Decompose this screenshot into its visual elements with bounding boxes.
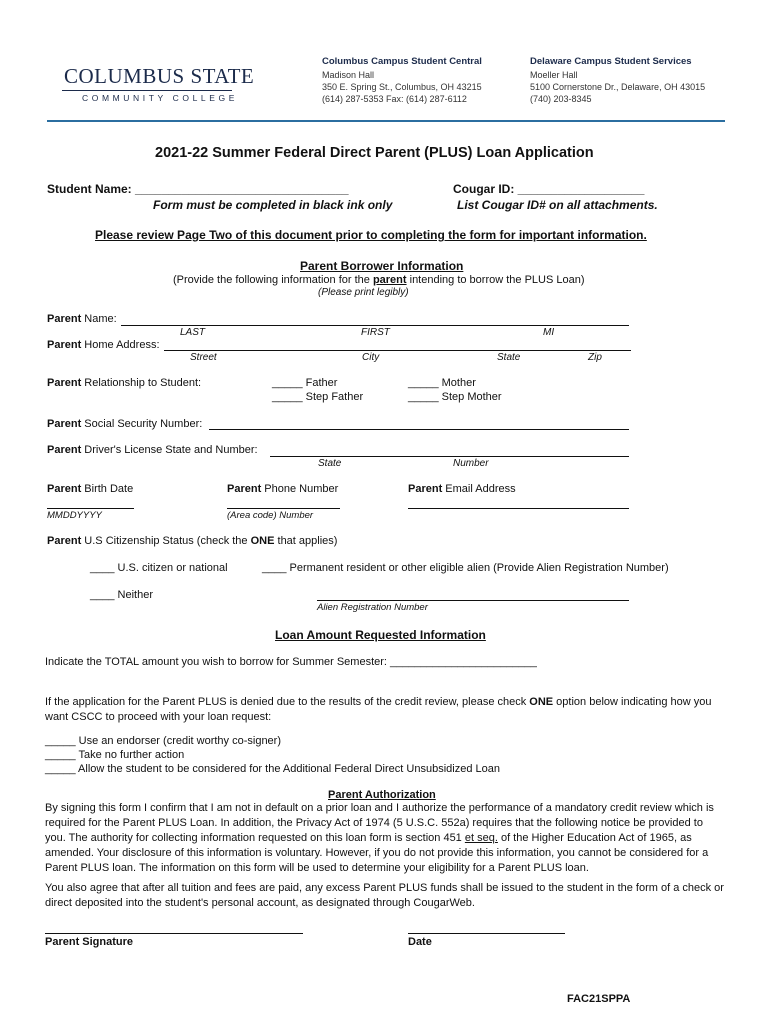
parent-section-heading: Parent Borrower Information (300, 259, 464, 273)
cougar-id-note: List Cougar ID# on all attachments. (457, 198, 658, 212)
relationship-step-father-option[interactable]: _____ Step Father (272, 391, 364, 403)
us-citizen-option[interactable]: ____ U.S. citizen or national (90, 562, 228, 574)
relationship-father-option[interactable]: _____ Father (272, 377, 338, 389)
date-label: Date (408, 936, 432, 948)
columbus-office-title: Columbus Campus Student Central (322, 56, 482, 67)
state-hint: State (497, 352, 521, 363)
no-action-option[interactable]: _____ Take no further action (45, 749, 185, 761)
phone-input-line[interactable] (227, 508, 340, 509)
signature-input-line[interactable] (45, 933, 303, 934)
authorization-paragraph: By signing this form I confirm that I am not in default on a prior loan and I authorize the performance of a mandatory credit review which is required for the Parent PLUS Loan. In addition, the Privacy Act of 1974 (5 U.S.C. 552a) requires that the following notice be provided to you. The authority for collecting information requested on this loan form is section 451 et seq. of the Higher Education Act of 1965, as amended. Your disclosure of this information is voluntary. However, if you do not provide this information, you cannot be considered for a Parent PLUS loan. The information on this form will be used to determine your eligibility for a Parent PLUS loan. (45, 802, 714, 874)
columbus-office-phone: (614) 287-5353 Fax: (614) 287-6112 (322, 94, 467, 104)
delaware-office-title: Delaware Campus Student Services (530, 56, 692, 67)
authorization-heading: Parent Authorization (328, 789, 436, 801)
print-legibly-note: (Please print legibly) (318, 287, 409, 298)
logo-divider (62, 90, 232, 91)
funds-agreement-paragraph: You also agree that after all tuition and fees are paid, any excess Parent PLUS funds shall be issued to the student in the form of a check or direct deposited into the student's personal account, as designated through CougarWeb. (45, 882, 724, 909)
phone-hint: (Area code) Number (227, 510, 314, 521)
parent-name-input-line[interactable] (121, 325, 629, 326)
middle-initial-hint: MI (543, 327, 555, 338)
date-input-line[interactable] (408, 933, 565, 934)
relationship-label: Parent Relationship to Student: (47, 377, 202, 389)
citizenship-label: Parent U.S Citizenship Status (check the ONE that applies) (47, 535, 338, 547)
relationship-step-mother-option[interactable]: _____ Step Mother (408, 391, 502, 403)
neither-option[interactable]: ____ Neither (90, 589, 153, 601)
parent-address-input-line[interactable] (164, 350, 631, 351)
columbus-office-address: 350 E. Spring St., Columbus, OH 43215 (322, 82, 482, 92)
ssn-label: Parent Social Security Number: (47, 418, 203, 430)
review-note: Please review Page Two of this document prior to completing the form for important information. (95, 228, 647, 242)
delaware-office-phone: (740) 203-8345 (530, 94, 592, 104)
loan-section-heading: Loan Amount Requested Information (275, 628, 486, 642)
street-hint: Street (190, 352, 217, 363)
signature-label: Parent Signature (45, 936, 134, 948)
delaware-office-building: Moeller Hall (530, 70, 578, 80)
student-name-field[interactable]: Student Name: ________________________________ (47, 182, 349, 196)
parent-address-label: Parent Home Address: (47, 339, 160, 351)
parent-section-instructions: (Provide the following information for the parent intending to borrow the PLUS Loan) (173, 274, 585, 286)
email-label: Parent Email Address (408, 483, 516, 495)
first-name-hint: FIRST (361, 327, 390, 338)
last-name-hint: LAST (180, 327, 206, 338)
cougar-id-field[interactable]: Cougar ID: ___________________ (453, 182, 645, 196)
college-logo-subtitle: COMMUNITY COLLEGE (82, 93, 238, 103)
city-hint: City (362, 352, 380, 363)
loan-total-field[interactable]: Indicate the TOTAL amount you wish to borrow for Summer Semester: ________________________ (45, 656, 537, 668)
parent-name-label: Parent Name: (47, 313, 117, 325)
license-state-hint: State (318, 458, 342, 469)
alien-registration-hint: Alien Registration Number (317, 602, 428, 613)
permanent-resident-option[interactable]: ____ Permanent resident or other eligible alien (Provide Alien Registration Number) (262, 562, 669, 574)
license-number-hint: Number (453, 458, 489, 469)
form-code: FAC21SPPA (567, 993, 631, 1005)
phone-label: Parent Phone Number (227, 483, 339, 495)
email-input-line[interactable] (408, 508, 629, 509)
license-label: Parent Driver's License State and Number: (47, 444, 258, 456)
birth-date-input-line[interactable] (47, 508, 134, 509)
endorser-option[interactable]: _____ Use an endorser (credit worthy co-signer) (45, 735, 282, 747)
black-ink-note: Form must be completed in black ink only (153, 198, 393, 212)
license-input-line[interactable] (270, 456, 629, 457)
ssn-input-line[interactable] (209, 429, 629, 430)
header-rule (47, 120, 725, 122)
relationship-mother-option[interactable]: _____ Mother (408, 377, 476, 389)
college-logo-name: COLUMBUS STATE (64, 64, 255, 88)
columbus-office-building: Madison Hall (322, 70, 375, 80)
zip-hint: Zip (588, 352, 602, 363)
birth-date-hint: MMDDYYYY (47, 510, 102, 521)
alien-registration-input-line[interactable] (317, 600, 629, 601)
form-title: 2021-22 Summer Federal Direct Parent (PLUS) Loan Application (155, 145, 594, 161)
unsubsidized-loan-option[interactable]: _____ Allow the student to be considered for the Additional Federal Direct Unsubsidized Loan (45, 763, 500, 775)
credit-denied-instructions: If the application for the Parent PLUS is denied due to the results of the credit review, please check ONE option below indicating how you want CSCC to proceed with your loan request: (45, 696, 712, 723)
birth-date-label: Parent Birth Date (47, 483, 134, 495)
delaware-office-address: 5100 Cornerstone Dr., Delaware, OH 43015 (530, 82, 706, 92)
